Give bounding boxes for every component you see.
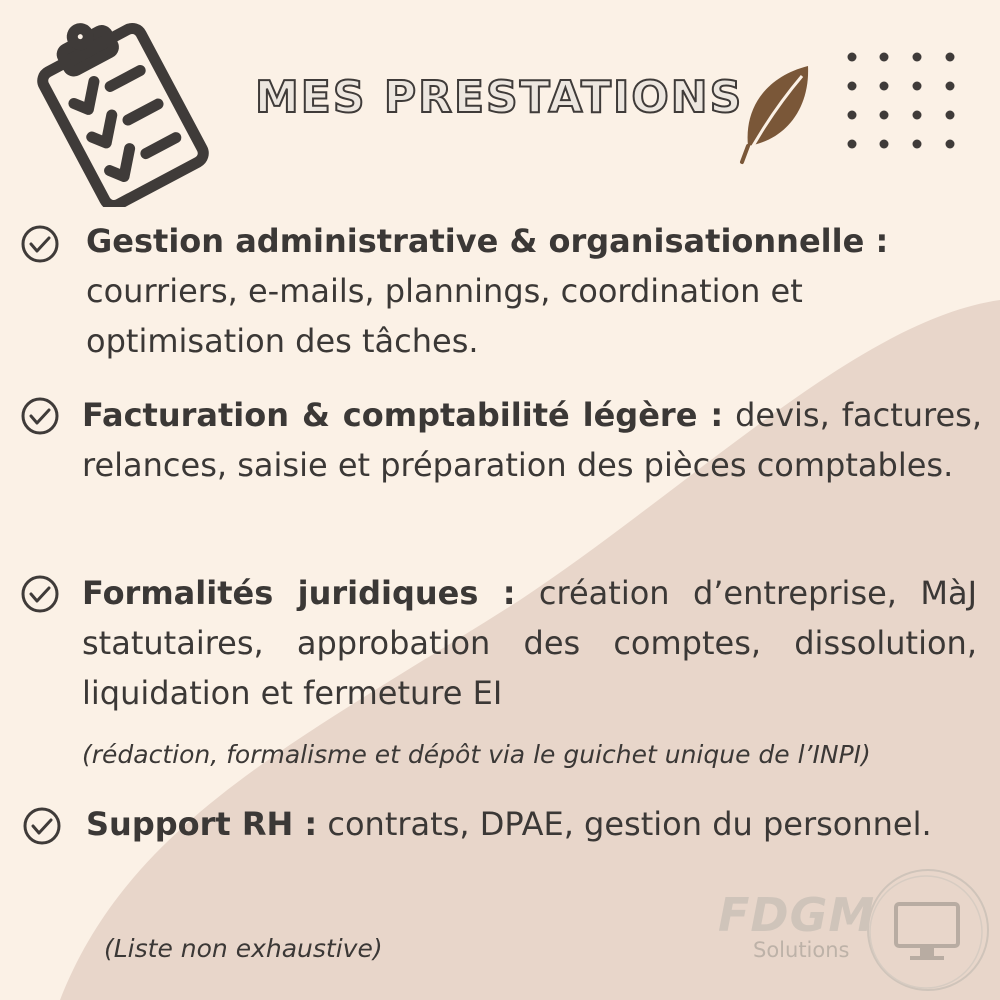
check-circle-icon: [20, 224, 60, 264]
service-description-line: optimisation des tâches.: [86, 322, 479, 360]
legal-note: (rédaction, formalisme et dépôt via le guichet unique de l’INPI): [82, 740, 871, 769]
service-heading: Formalités juridiques :: [82, 574, 516, 612]
service-formalites: [82, 568, 977, 718]
clipboard-icon: [28, 12, 218, 207]
check-circle-icon: [22, 806, 62, 846]
leaf-icon: [738, 62, 818, 167]
service-administrative: [86, 216, 946, 366]
footer-note: (Liste non exhaustive): [104, 934, 383, 963]
brand-name: FDGM: [718, 888, 876, 942]
service-description: création d’entreprise, MàJ statutaires, approbation des comptes, dissolution, liquidation et fermeture EI: [82, 574, 977, 712]
page-title: MES PRESTATIONS: [255, 72, 744, 123]
check-circle-icon: [20, 396, 60, 436]
service-heading: Support RH :: [86, 805, 318, 843]
check-circle-icon: [20, 574, 60, 614]
service-description: devis, factures, relances, saisie et préparation des pièces comptables.: [82, 396, 983, 484]
service-description: contrats, DPAE, gestion du personnel.: [327, 805, 932, 843]
service-facturation: [82, 390, 982, 490]
brand-subtitle: Solutions: [753, 938, 850, 962]
monitor-icon: [858, 862, 993, 997]
service-heading: Facturation & comptabilité légère :: [82, 396, 724, 434]
dot-grid: [840, 45, 965, 155]
service-description-line: courriers, e-mails, plannings, coordination et: [86, 272, 803, 310]
service-heading: Gestion administrative & organisationnelle :: [86, 222, 889, 260]
service-rh: [86, 799, 961, 849]
